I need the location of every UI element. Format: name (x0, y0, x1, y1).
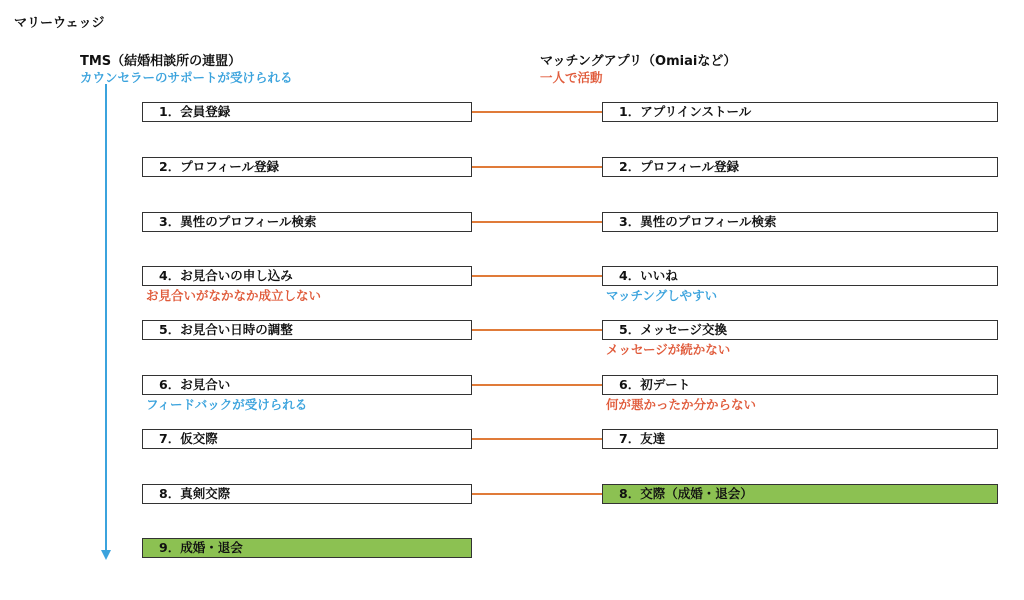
connector-step-2 (472, 166, 602, 168)
page-title: マリーウェッジ (14, 16, 105, 31)
right-step-6: 6．初デート (602, 375, 998, 395)
right-heading: マッチングアプリ（Omiaiなど） (540, 54, 737, 69)
right-step-4-note: マッチングしやすい (606, 288, 718, 303)
left-subheading: カウンセラーのサポートが受けられる (80, 70, 293, 85)
connector-step-8 (472, 493, 602, 495)
connector-step-4 (472, 275, 602, 277)
right-step-5: 5．メッセージ交換 (602, 320, 998, 340)
connector-step-6 (472, 384, 602, 386)
right-step-5-note: メッセージが続かない (606, 342, 731, 357)
left-heading: TMS（結婚相談所の連盟） (80, 54, 242, 69)
left-step-7: 7．仮交際 (142, 429, 472, 449)
left-step-1: 1．会員登録 (142, 102, 472, 122)
left-step-4-note: お見合いがなかなか成立しない (146, 288, 322, 303)
right-step-3: 3．異性のプロフィール検索 (602, 212, 998, 232)
left-step-6: 6．お見合い (142, 375, 472, 395)
connector-step-7 (472, 438, 602, 440)
connector-step-5 (472, 329, 602, 331)
right-subheading: 一人で活動 (540, 70, 603, 85)
connector-step-3 (472, 221, 602, 223)
left-step-5: 5．お見合い日時の調整 (142, 320, 472, 340)
left-step-2: 2．プロフィール登録 (142, 157, 472, 177)
left-step-9: 9．成婚・退会 (142, 538, 472, 558)
right-step-2: 2．プロフィール登録 (602, 157, 998, 177)
timeline-arrow-icon (96, 84, 116, 564)
left-step-3: 3．異性のプロフィール検索 (142, 212, 472, 232)
connector-step-1 (472, 111, 602, 113)
left-step-6-note: フィードバックが受けられる (146, 397, 308, 412)
right-step-7: 7．友達 (602, 429, 998, 449)
right-step-4: 4．いいね (602, 266, 998, 286)
right-step-8: 8．交際（成婚・退会） (602, 484, 998, 504)
right-step-1: 1．アプリインストール (602, 102, 998, 122)
right-step-6-note: 何が悪かったか分からない (606, 397, 757, 412)
left-step-8: 8．真剣交際 (142, 484, 472, 504)
left-step-4: 4．お見合いの申し込み (142, 266, 472, 286)
